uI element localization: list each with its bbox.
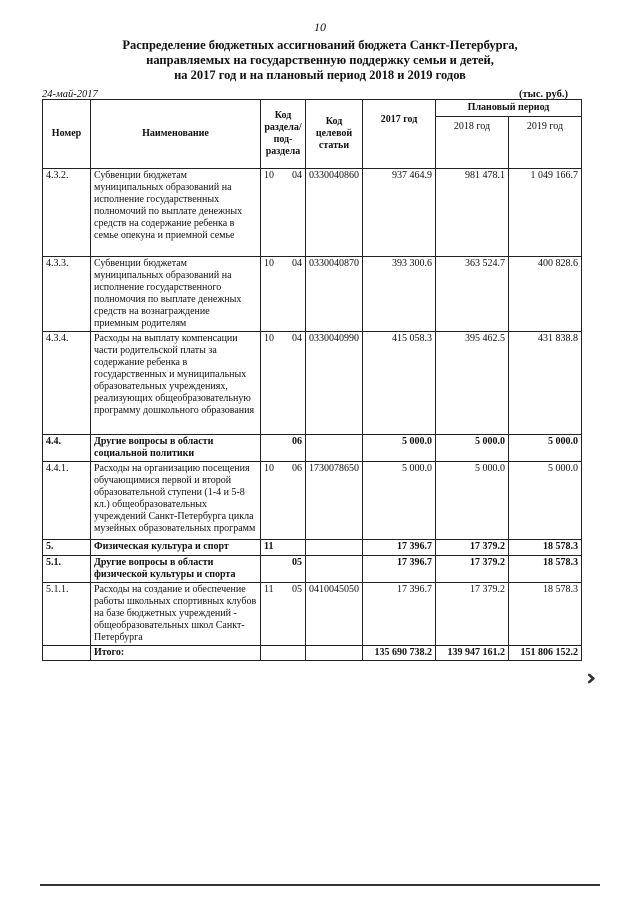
document-date: 24-май-2017 [42, 89, 98, 100]
budget-table [42, 99, 582, 661]
row-2019: 5 000.0 [509, 462, 582, 540]
row-section-code [261, 540, 306, 556]
row-2017: 393 300.6 [363, 257, 436, 332]
subsection-code: 06 [292, 436, 302, 447]
row-name: Физическая культура и спорт [91, 540, 261, 556]
continuation-arrow-icon: ››› [586, 666, 589, 691]
subsection-code: 06 [292, 463, 302, 474]
row-target-code: 0330040860 [306, 169, 363, 257]
table-row [43, 169, 582, 257]
row-section-code [261, 583, 306, 646]
row-2019: 18 578.3 [509, 583, 582, 646]
header-2019: 2019 год [509, 117, 582, 169]
total-2018: 139 947 161.2 [436, 646, 509, 661]
row-number: 4.4. [43, 435, 91, 462]
header-2017: 2017 год [363, 100, 436, 169]
row-target-code: 0410045050 [306, 583, 363, 646]
row-target-code: 0330040990 [306, 332, 363, 435]
table-row [43, 435, 582, 462]
row-2019: 400 828.6 [509, 257, 582, 332]
table-row [43, 540, 582, 556]
table-row [43, 257, 582, 332]
row-section-code [261, 462, 306, 540]
row-name: Субвенции бюджетам муниципальных образований на исполнение государственного полномочия по выплате денежных средств на вознаграждение приемным родителям [91, 257, 261, 332]
row-2017: 415 058.3 [363, 332, 436, 435]
row-2019: 18 578.3 [509, 556, 582, 583]
row-2018: 17 379.2 [436, 540, 509, 556]
header-planned-period: Плановый период [436, 100, 582, 117]
row-2018: 363 524.7 [436, 257, 509, 332]
subsection-code: 05 [292, 584, 302, 595]
total-number [43, 646, 91, 661]
header-2018: 2018 год [436, 117, 509, 169]
row-name: Расходы на выплату компенсации части родительской платы за содержание ребенка в государственных и муниципальных образовательных учреждениях, реализующих общеобразовательную программу дошкольного образования [91, 332, 261, 435]
page-number: 10 [314, 20, 326, 34]
header-number: Номер [43, 100, 91, 169]
subsection-code: 04 [292, 333, 302, 344]
row-target-code: 1730078650 [306, 462, 363, 540]
row-2018: 5 000.0 [436, 462, 509, 540]
row-section-code [261, 257, 306, 332]
row-number: 4.3.4. [43, 332, 91, 435]
total-label: Итого: [91, 646, 261, 661]
total-row [43, 646, 582, 661]
currency-units: (тыс. руб.) [519, 89, 568, 100]
table-body [43, 169, 582, 661]
section-code: 10 [264, 333, 274, 344]
row-name: Другие вопросы в области физической культуры и спорта [91, 556, 261, 583]
row-2017: 5 000.0 [363, 462, 436, 540]
section-code: 11 [264, 541, 274, 552]
row-number: 5.1.1. [43, 583, 91, 646]
total-section-code [261, 646, 306, 661]
row-target-code [306, 556, 363, 583]
header-name: Наименование [91, 100, 261, 169]
row-target-code [306, 540, 363, 556]
row-2017: 17 396.7 [363, 556, 436, 583]
row-section-code [261, 332, 306, 435]
row-2019: 5 000.0 [509, 435, 582, 462]
section-code: 11 [264, 584, 274, 595]
row-2018: 17 379.2 [436, 583, 509, 646]
row-number: 4.3.3. [43, 257, 91, 332]
table-row [43, 462, 582, 540]
row-2017: 5 000.0 [363, 435, 436, 462]
row-name: Расходы на создание и обеспечение работы школьных спортивных клубов на базе бюджетных учреждений - общеобразовательных школ Санкт-Петербурга [91, 583, 261, 646]
row-2018: 981 478.1 [436, 169, 509, 257]
header-target-code: Код целевой статьи [306, 100, 363, 169]
row-2017: 17 396.7 [363, 540, 436, 556]
row-number: 4.4.1. [43, 462, 91, 540]
row-2018: 5 000.0 [436, 435, 509, 462]
title-line-3: на 2017 год и на плановый период 2018 и 2019 годов [174, 68, 466, 82]
section-code: 10 [264, 463, 274, 474]
row-number: 5. [43, 540, 91, 556]
section-code: 10 [264, 170, 274, 181]
row-section-code [261, 169, 306, 257]
title-line-1: Распределение бюджетных ассигнований бюджета Санкт-Петербурга, [122, 38, 518, 52]
total-2019: 151 806 152.2 [509, 646, 582, 661]
subsection-code: 04 [292, 170, 302, 181]
row-section-code [261, 556, 306, 583]
row-2018: 395 462.5 [436, 332, 509, 435]
row-name: Расходы на организацию посещения обучающимися первой и второй образовательной ступени (1-4 и 5-8 кл.) общеобразовательных учреждений Санкт-Петербурга цикла музейных образовательных программ [91, 462, 261, 540]
subsection-code: 05 [292, 557, 302, 568]
total-2017: 135 690 738.2 [363, 646, 436, 661]
row-2019: 431 838.8 [509, 332, 582, 435]
table-row [43, 332, 582, 435]
total-target-code [306, 646, 363, 661]
row-2019: 1 049 166.7 [509, 169, 582, 257]
row-number: 4.3.2. [43, 169, 91, 257]
row-number: 5.1. [43, 556, 91, 583]
row-target-code [306, 435, 363, 462]
section-code: 10 [264, 258, 274, 269]
document-title [40, 38, 600, 83]
row-name: Другие вопросы в области социальной политики [91, 435, 261, 462]
subsection-code: 04 [292, 258, 302, 269]
row-2019: 18 578.3 [509, 540, 582, 556]
row-2017: 937 464.9 [363, 169, 436, 257]
row-2018: 17 379.2 [436, 556, 509, 583]
table-row [43, 583, 582, 646]
row-name: Субвенции бюджетам муниципальных образований на исполнение государственных полномочий по выплате денежных средств на содержание ребенка в семье опекуна и приемной семье [91, 169, 261, 257]
header-section-code: Код раздела/ под-раздела [261, 100, 306, 169]
row-section-code [261, 435, 306, 462]
title-line-2: направляемых на государственную поддержку семьи и детей, [146, 53, 494, 67]
table-row [43, 556, 582, 583]
row-target-code: 0330040870 [306, 257, 363, 332]
bottom-edge-line [40, 884, 600, 886]
row-2017: 17 396.7 [363, 583, 436, 646]
